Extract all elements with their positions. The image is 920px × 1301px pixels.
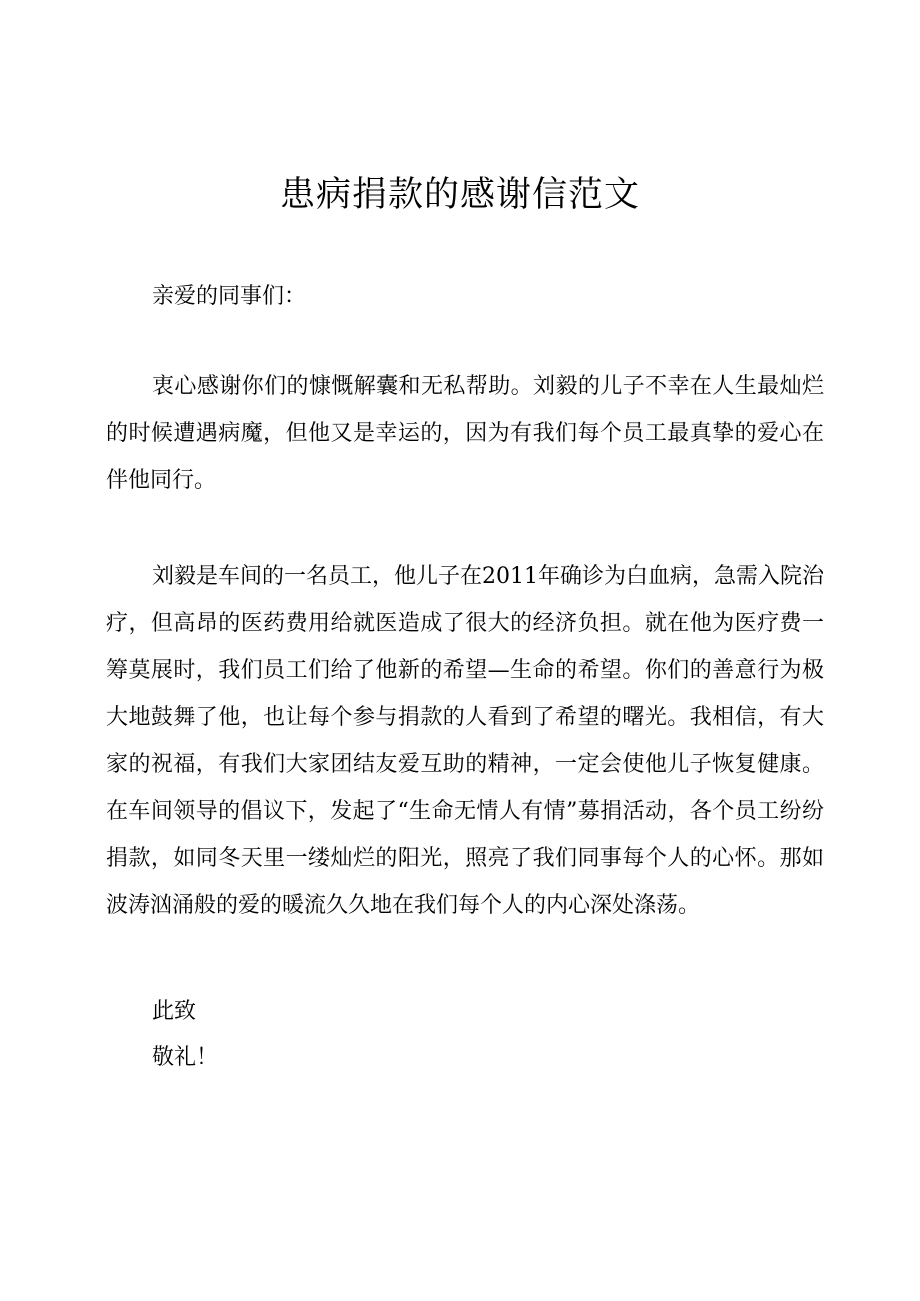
paragraph-thanks: 衷心感谢你们的慷慨解囊和无私帮助。刘毅的儿子不幸在人生最灿烂的时候遭遇病魔，但他又是幸运的，因为有我们每个员工最真挚的爱心在伴他同行。 <box>106 374 824 493</box>
salutation: 亲爱的同事们： <box>152 284 307 309</box>
closing-line-1: 此致 <box>152 999 197 1024</box>
paragraph-story: 刘毅是车间的一名员工，他儿子在2011年确诊为白血病，急需入院治疗，但高昂的医药费用给就医造成了很大的经济负担。就在他为医疗费一筹莫展时，我们员工们给了他新的希望—生命的希望。你们的善意行为极大地鼓舞了他，也让每个参与捐款的人看到了希望的曙光。我相信，有大家的祝福，有我们大家团结友爱互助的精神，一定会使他儿子恢复健康。在车间领导的倡议下，发起了“生命无情人有情”募捐活动，各个员工纷纷捐款，如同冬天里一缕灿烂的阳光，照亮了我们同事每个人的心怀。那如波涛汹涌般的爱的暖流久久地在我们每个人的内心深处涤荡。 <box>106 564 824 918</box>
closing-line-2: 敬礼！ <box>152 1045 219 1070</box>
document-title: 患病捐款的感谢信范文 <box>279 175 640 215</box>
